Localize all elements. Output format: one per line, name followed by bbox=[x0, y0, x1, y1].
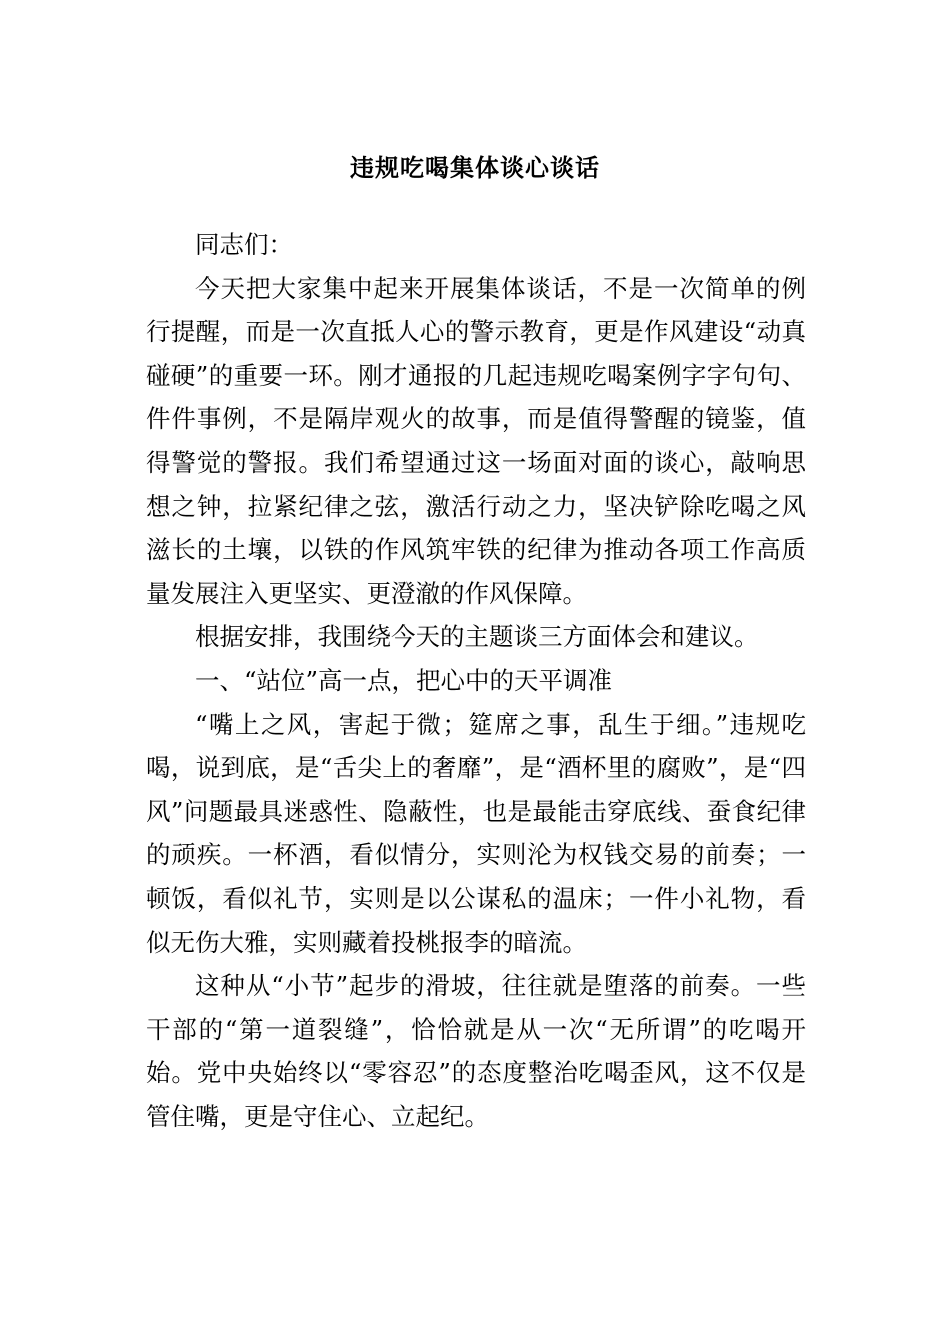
section-heading-1: 一、“站位”高一点，把心中的天平调准 bbox=[195, 665, 613, 695]
arrangement-paragraph: 根据安排，我围绕今天的主题谈三方面体会和建议。 bbox=[195, 622, 759, 652]
opening-paragraph: 今天把大家集中起来开展集体谈话，不是一次简单的例行提醒，而是一次直抵人心的警示教育，更是作风建设“动真碰硬”的重要一环。刚才通报的几起违规吃喝案例字字句句、件件事例，不是隔岸观火的故事，而是值得警醒的镜鉴，值得警觉的警报。我们希望通过这一场面对面的谈心，敲响思想之钟，拉紧纪律之弦，激活行动之力，坚决铲除吃喝之风滋长的土壤，以铁的作风筑牢铁的纪律为推动各项工作高质量发展注入更坚实、更澄澈的作风保障。 bbox=[146, 273, 806, 608]
salutation-paragraph: 同志们： bbox=[195, 230, 293, 259]
section-1-paragraph-1: “嘴上之风，害起于微；筵席之事，乱生于细。”违规吃喝，说到底，是“舌尖上的奢靡”，是“酒杯里的腐败”，是“四风”问题最具迷惑性、隐蔽性，也是最能击穿底线、蚕食纪律的顽疾。一杯酒，看似情分，实则沦为权钱交易的前奏；一顿饭，看似礼节，实则是以公谋私的温床；一件小礼物，看似无伤大雅，实则藏着投桃报李的暗流。 bbox=[146, 709, 806, 957]
document-body bbox=[146, 223, 806, 1138]
document-title: 违规吃喝集体谈心谈话 bbox=[350, 153, 600, 182]
section-1-paragraph-2: 这种从“小节”起步的滑坡，往往就是堕落的前奏。一些干部的“第一道裂缝”，恰恰就是从一次“无所谓”的吃喝开始。党中央始终以“零容忍”的态度整治吃喝歪风，这不仅是管住嘴，更是守住心、立起纪。 bbox=[146, 971, 806, 1131]
